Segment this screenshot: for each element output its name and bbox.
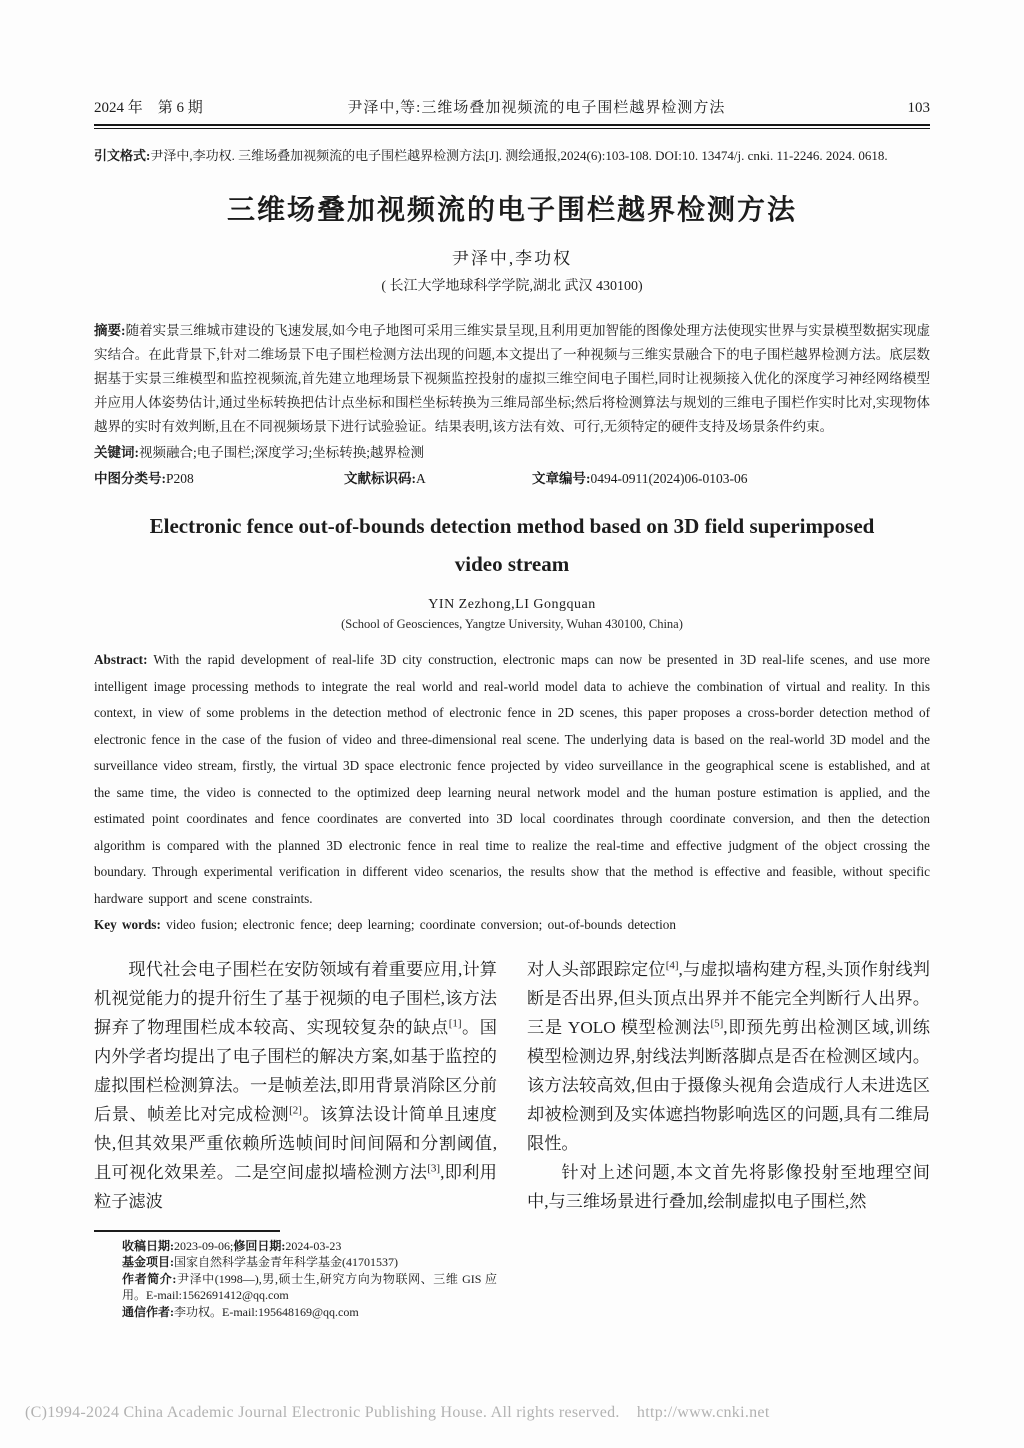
footnote-funding: 基金项目:国家自然科学基金青年科学基金(41701537): [122, 1255, 398, 1269]
body-paragraph: 对人头部跟踪定位[4],与虚拟墙构建方程,头顶作射线判断是否出界,但头顶点出界并不能完全判断行人出界。三是 YOLO 模型检测法[5],即预先剪出检测区域,训练模型检测边界,射线法判断落脚点是否在检测区域内。该方法较高效,但由于摄像头视角会造成行人未进选区却被检测到及实体遮挡物影响选区的问题,具有二维局限性。: [527, 958, 930, 1153]
footnote-separator: [94, 1230, 280, 1232]
abstract-en-label: Abstract:: [94, 652, 148, 667]
body-column-right: [527, 955, 930, 1321]
keywords-cn-text: 视频融合;电子围栏;深度学习;坐标转换;越界检测: [139, 445, 425, 460]
keywords-en-text: video fusion; electronic fence; deep learning; coordinate conversion; out-of-bounds detection: [166, 917, 676, 932]
keywords-en-label: Key words:: [94, 917, 161, 932]
authors-cn: 尹泽中,李功权: [451, 249, 573, 268]
body-paragraph: 现代社会电子围栏在安防领域有着重要应用,计算机视觉能力的提升衍生了基于视频的电子围栏,该方法摒弃了物理围栏成本较高、实现较复杂的缺点[1]。国内外学者均提出了电子围栏的解决方案,如基于监控的虚拟围栏检测算法。一是帧差法,即用背景消除区分前后景、帧差比对完成检测[2]。该算法设计简单且速度快,但其效果严重依赖所选帧间时间间隔和分割阈值,且可视化效果差。二是空间虚拟墙检测方法[3],即利用粒子滤波: [94, 959, 497, 1211]
article-id: 文章编号:0494-0911(2024)06-0103-06: [532, 471, 748, 486]
header-rule: [94, 124, 930, 129]
footnote-author-bio: 作者简介:尹泽中(1998—),男,硕士生,研究方向为物联网、三维 GIS 应用。E-mail:1562691412@qq.com: [122, 1271, 497, 1302]
citation-label: 引文格式:: [94, 148, 151, 163]
article-title-en: Electronic fence out-of-bounds detection method based on 3D field superimposed video stream: [149, 514, 875, 576]
abstract-en-text: With the rapid development of real-life 3D city construction, electronic maps can now be presented in 3D real-life scenes, and use more intelligent image processing methods to integrate the real world and real-world model data to achieve the combination of virtual and reality. In this context, in view of some problems in the detection method of electronic fence in 2D scenes, this paper proposes a cross-border detection method of electronic fence in the case of the fusion of video and three-dimensional real scene. The underlying data is based on the real-world 3D model and the surveillance video stream, firstly, the virtual 3D space electronic fence projected by video surveillance in the geographical scene is established, and at the same time, the video is connected to the optimized deep learning neural network model and the human posture estimation is applied, and the estimated point coordinates and fence coordinates are converted into 3D local coordinates through coordinate conversion, and then the detection algorithm is compared with the planned 3D electronic fence in real time to realize the real-time and effective judgment of the object crossing the boundary. Through experimental verification in different video scenarios, the results show that the method is effective and feasible, without specific hardware support and scene constraints.: [94, 652, 930, 906]
article-title-cn: 三维场叠加视频流的电子围栏越界检测方法: [226, 195, 797, 226]
footnote-received-date: 收稿日期:2023-09-06;修回日期:2024-03-23: [122, 1238, 342, 1253]
document-code: 文献标识码:A: [344, 471, 426, 486]
keywords-cn: [94, 441, 930, 465]
keywords-en: [94, 912, 930, 939]
clc-number: 中图分类号:P208: [94, 471, 194, 486]
abstract-cn: [94, 319, 930, 439]
affiliation-cn: ( 长江大学地球科学学院,湖北 武汉 430100): [381, 279, 643, 294]
abstract-cn-text: 随着实景三维城市建设的飞速发展,如今电子地图可采用三维实景呈现,且利用更加智能的图像处理方法使现实世界与实景模型数据实现虚实结合。在此背景下,针对二维场景下电子围栏检测方法出现的问题,本文提出了一种视频与三维实景融合下的电子围栏越界检测方法。底层数据基于实景三维模型和监控视频流,首先建立地理场景下视频监控投射的虚拟三维空间电子围栏,同时让视频接入优化的深度学习神经网络模型并应用人体姿势估计,通过坐标转换把估计点坐标和围栏坐标转换为三维局部坐标;然后将检测算法与规划的三维电子围栏作实时比对,实现物体越界的实时有效判断,且在不同视频场景下进行试验验证。结果表明,该方法有效、可行,无须特定的硬件支持及场景条件约束。: [94, 323, 931, 434]
header-page-number: 103: [907, 100, 930, 116]
citation-text: 尹泽中,李功权. 三维场叠加视频流的电子围栏越界检测方法[J]. 测绘通报,2024(6):103-108. DOI:10. 13474/j. cnki. 11-2246. 2024. 0618.: [150, 148, 888, 163]
authors-en: YIN Zezhong,LI Gongquan: [428, 597, 596, 612]
abstract-en: [94, 647, 930, 912]
body-column-left: [94, 955, 497, 1321]
copyright-notice: (C)1994-2024 China Academic Journal Electronic Publishing House. All rights reserved. http://www.cnki.net: [25, 1404, 770, 1421]
footnote-corresponding-author: 通信作者:李功权。E-mail:195648169@qq.com: [122, 1304, 359, 1319]
abstract-cn-label: 摘要:: [94, 323, 126, 338]
body-paragraph: 针对上述问题,本文首先将影像投射至地理空间中,与三维场景进行叠加,绘制虚拟电子围栏,然: [527, 1162, 930, 1211]
keywords-cn-label: 关键词:: [94, 445, 139, 460]
meta-line: [94, 467, 930, 491]
header-issue: 2024 年 第 6 期: [94, 100, 203, 116]
affiliation-en: (School of Geosciences, Yangtze University, Wuhan 430100, China): [341, 617, 683, 631]
page-header: [94, 96, 930, 117]
citation-line: [94, 143, 930, 168]
body-columns: [94, 955, 930, 1321]
footnotes: [94, 1238, 497, 1321]
header-running-title: 尹泽中,等:三维场叠加视频流的电子围栏越界检测方法: [347, 100, 726, 116]
